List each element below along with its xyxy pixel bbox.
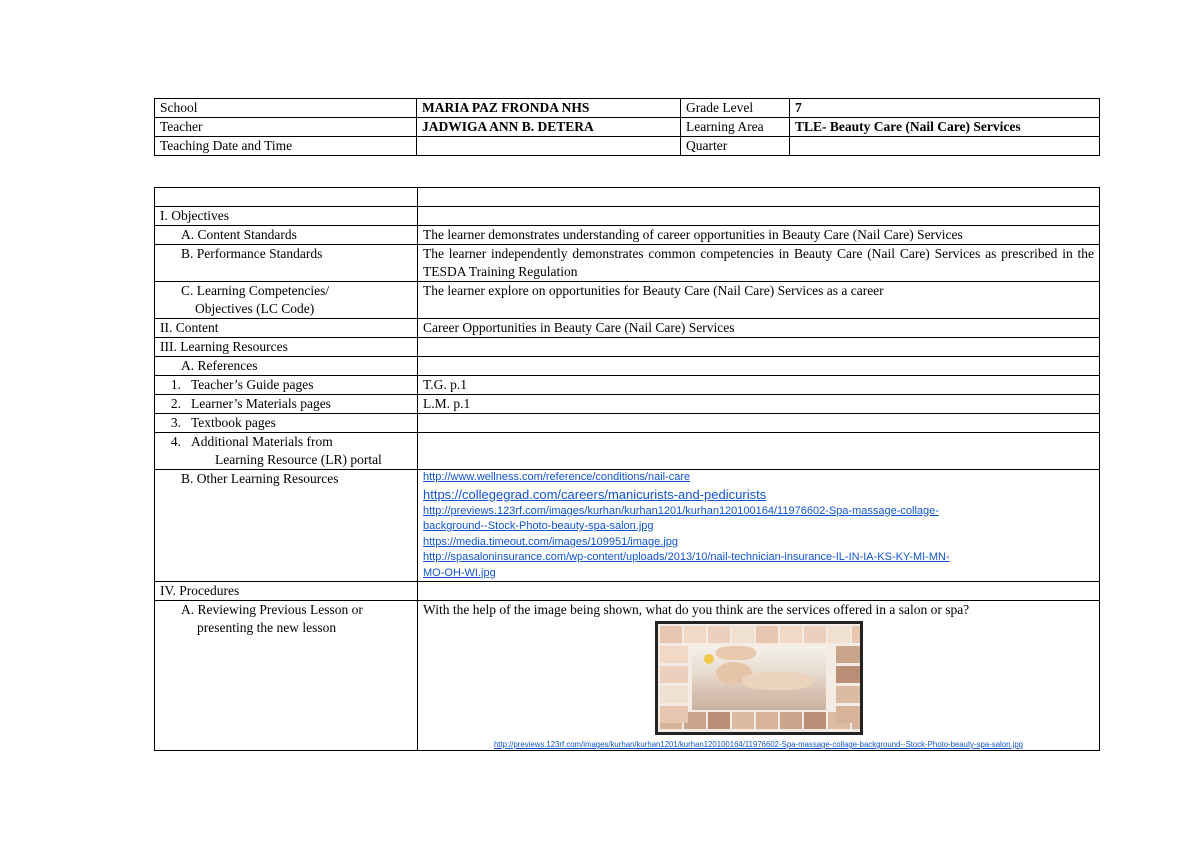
school-value: MARIA PAZ FRONDA NHS [417,99,681,118]
ref-item-label: 1. Teacher’s Guide pages [155,376,418,395]
review-content [418,601,1100,751]
ref-item-row [155,395,1100,414]
teacher-label: Teacher [155,118,417,137]
teaching-date-value [417,137,681,156]
procedures-label: IV. Procedures [155,582,418,601]
competencies-label-line2: Objectives (LC Code) [195,301,315,316]
spa-collage-image [655,621,863,735]
date-row [155,137,1100,156]
teacher-value: JADWIGA ANN B. DETERA [417,118,681,137]
image-source-link[interactable]: http://previews.123rf.com/images/kurhan/kurhan1201/kurhan120100164/11976602-Spa-massage-collage-background--Stock-Photo-beauty-spa-salon.jpg [493,740,1024,749]
competencies-row [155,282,1100,319]
content-standards-row [155,226,1100,245]
review-label: A. Reviewing Previous Lesson or presenting the new lesson [155,601,418,751]
teaching-date-label: Teaching Date and Time [155,137,417,156]
review-row [155,601,1100,751]
performance-standards-label: B. Performance Standards [155,245,418,282]
resource-link[interactable]: background--Stock-Photo-beauty-spa-salon.jpg [423,520,654,532]
resource-link[interactable]: https://media.timeout.com/images/109951/image.jpg [423,535,678,548]
other-resources-label: B. Other Learning Resources [155,470,418,582]
quarter-label: Quarter [681,137,790,156]
competencies-label [155,282,418,319]
ref-item-label: 4. Additional Materials from Learning Resource (LR) portal [155,433,418,470]
ref-item-value: L.M. p.1 [418,395,1100,414]
competencies-value: The learner explore on opportunities for Beauty Care (Nail Care) Services as a career [418,282,1100,319]
ref-item-label: 3. Textbook pages [155,414,418,433]
content-standards-value: The learner demonstrates understanding of career opportunities in Beauty Care (Nail Care) Services [418,226,1100,245]
resources-label: III. Learning Resources [155,338,418,357]
content-row [155,319,1100,338]
resource-link[interactable]: https://collegegrad.com/careers/manicurists-and-pedicurists [423,486,767,502]
school-label: School [155,99,417,118]
learning-area-label: Learning Area [681,118,790,137]
procedures-row [155,582,1100,601]
content-standards-label: A. Content Standards [155,226,418,245]
references-row [155,357,1100,376]
lesson-plan-table [154,187,1100,751]
ref-item-row [155,433,1100,470]
review-question: With the help of the image being shown, what do you think are the services offered in a salon or spa? [423,602,970,617]
other-resources-links [418,470,1100,582]
resource-link[interactable]: http://spasaloninsurance.com/wp-content/uploads/2013/10/nail-technician-insurance-IL-IN-IA-KS-KY-MI-MN- [423,551,950,563]
resource-link[interactable]: http://www.wellness.com/reference/conditions/nail-care [423,471,691,483]
objectives-label: I. Objectives [155,207,418,226]
resource-link[interactable]: http://previews.123rf.com/images/kurhan/kurhan1201/kurhan120100164/11976602-Spa-massage-collage- [423,504,939,517]
performance-standards-row [155,245,1100,282]
ref-item-value: T.G. p.1 [418,376,1100,395]
other-resources-row [155,470,1100,582]
grade-level-label: Grade Level [681,99,790,118]
ref-item-value [418,414,1100,433]
teacher-row [155,118,1100,137]
ref-item-label: 2. Learner’s Materials pages [155,395,418,414]
content-value: Career Opportunities in Beauty Care (Nail Care) Services [418,319,1100,338]
references-label: A. References [155,357,418,376]
quarter-value [790,137,1100,156]
school-row [155,99,1100,118]
header-table [154,98,1100,156]
ref-item-row [155,414,1100,433]
objectives-row [155,207,1100,226]
content-label: II. Content [155,319,418,338]
ref-item-row [155,376,1100,395]
blank-row [155,188,1100,207]
competencies-label-line1: C. Learning Competencies/ [181,283,330,298]
resources-row [155,338,1100,357]
ref-item-value [418,433,1100,470]
resource-link[interactable]: MO-OH-WI.jpg [423,566,496,579]
performance-standards-value: The learner independently demonstrates common competencies in Beauty Care (Nail Care) Services as prescribed in the TESDA Training Regulation [418,245,1100,282]
grade-level-value: 7 [790,99,1100,118]
learning-area-value: TLE- Beauty Care (Nail Care) Services [790,118,1100,137]
